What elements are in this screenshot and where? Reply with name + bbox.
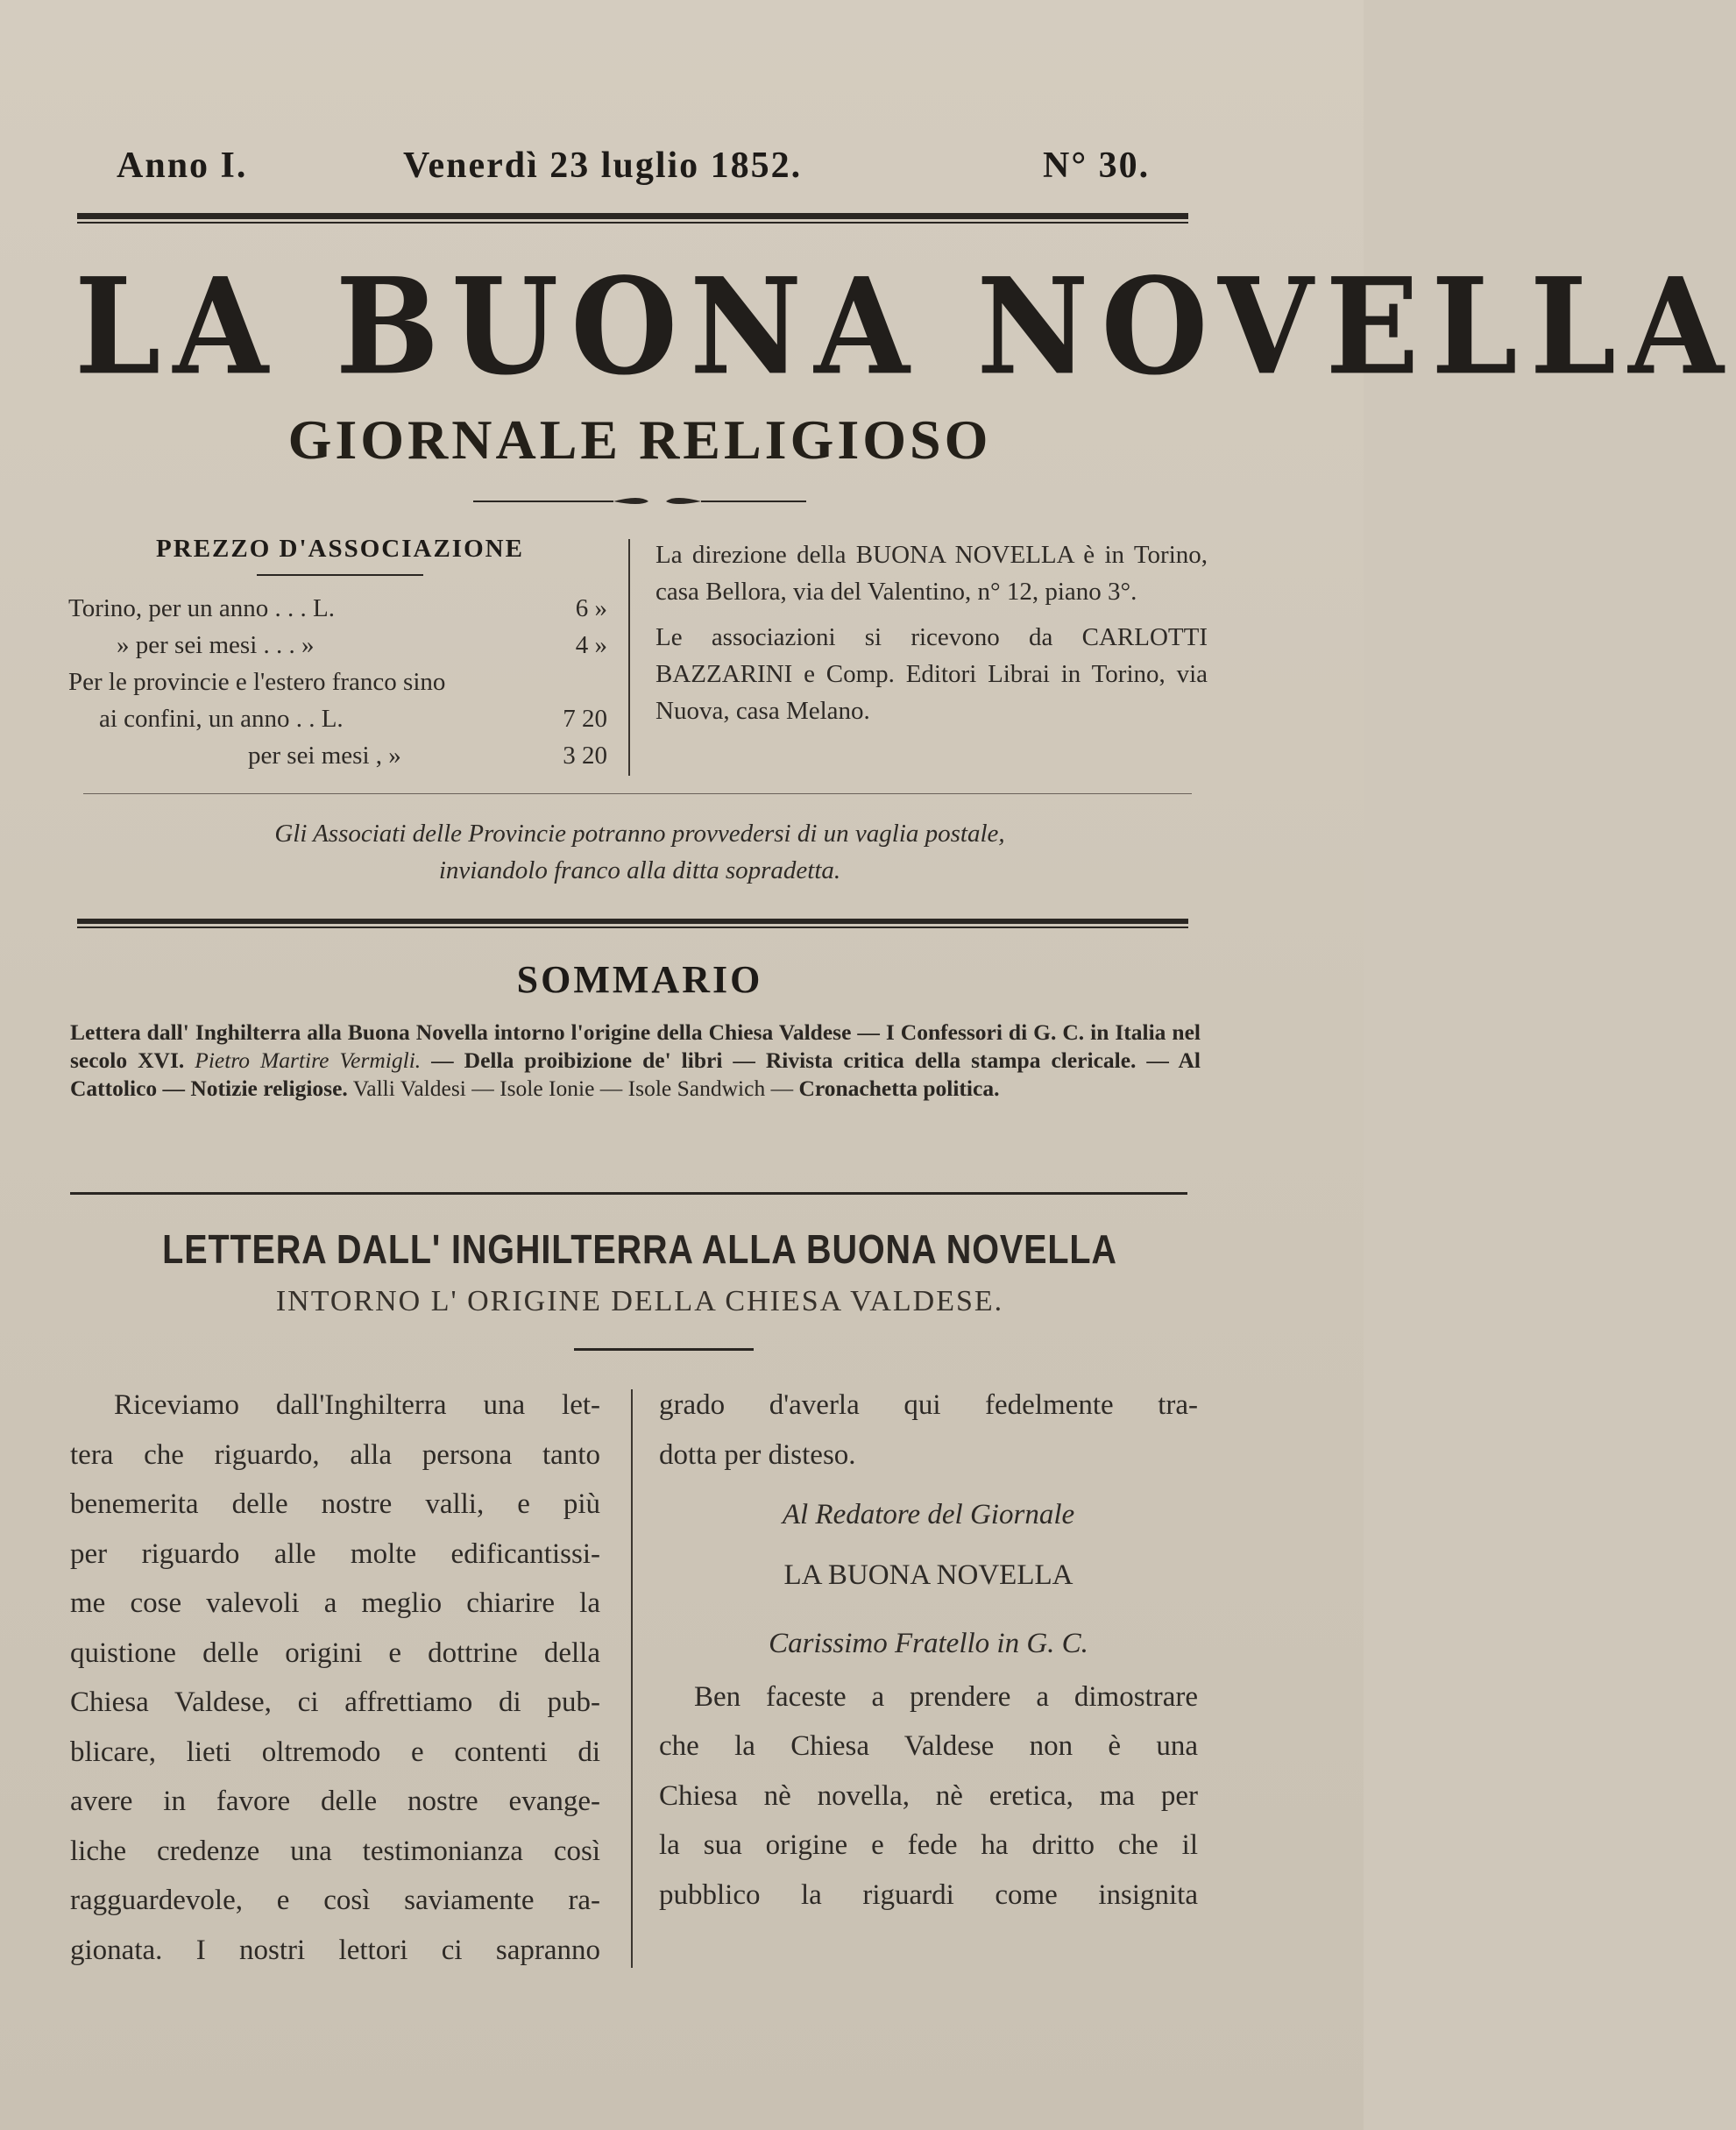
- sommario-item: Pietro Martire Vermigli.: [184, 1047, 422, 1073]
- price-label: » per sei mesi . . . »: [117, 631, 315, 659]
- top-rule: [77, 213, 1188, 219]
- price-row: [68, 668, 607, 697]
- article-line: benemerita delle nostre valli, e più: [70, 1488, 600, 1520]
- column-separator: [631, 1389, 633, 1968]
- sommario-item: Cronachetta politica.: [798, 1076, 1000, 1101]
- price-label: Per le provincie e l'estero franco sino: [68, 668, 446, 696]
- price-row: [117, 631, 607, 660]
- price-row: [68, 594, 607, 623]
- article-line: che la Chiesa Valdese non è una: [659, 1730, 1198, 1762]
- notice-line: Gli Associati delle Provincie potranno provvedersi di un vaglia postale,: [274, 820, 1005, 848]
- direction-publishers: Le associazioni si ricevono da CARLOTTI BAZZARINI e Comp. Editori Librai in Torino, via Nuova, casa Melano.: [655, 623, 1208, 725]
- article-line: la sua origine e fede ha dritto che il: [659, 1829, 1198, 1861]
- article-line: blicare, lieti oltremodo e contenti di: [70, 1736, 600, 1768]
- sommario-item: Valli Valdesi — Isole Ionie — Isole Sandwich —: [347, 1076, 799, 1101]
- sommario-item: — I Confessori di G. C. in Italia nel secolo XVI.: [70, 1019, 1201, 1073]
- article-column-left: [70, 1381, 600, 1975]
- issue-year: Anno I.: [117, 146, 248, 186]
- article-title-rule: [574, 1348, 754, 1351]
- article-line: pubblico la riguardi come insignita: [659, 1878, 1198, 1911]
- ornament-divider: [464, 494, 815, 508]
- price-value: 4 »: [575, 631, 607, 659]
- price-label: Torino, per un anno . . . L.: [68, 594, 336, 622]
- article-line: quistione delle origini e dottrine della: [70, 1637, 600, 1669]
- section-rule-thin: [77, 927, 1188, 928]
- article-line: Riceviamo dall'Inghilterra una let-: [114, 1389, 600, 1421]
- newspaper-subtitle: GIORNALE RELIGIOSO: [287, 408, 992, 471]
- subscription-heading: PREZZO D'ASSOCIAZIONE: [156, 535, 524, 563]
- notice-line: inviandolo franco alla ditta sopradetta.: [438, 856, 841, 884]
- article-line: ragguardevole, e così saviamente ra-: [70, 1885, 600, 1916]
- article-line: Chiesa nè novella, nè eretica, ma per: [659, 1779, 1198, 1812]
- sommario-item: Lettera dall' Inghilterra alla Buona Novella intorno l'origine della Chiesa Valdese: [70, 1019, 852, 1045]
- price-row: [248, 742, 607, 770]
- sommario-contents: [70, 1019, 1201, 1103]
- price-label: per sei mesi , »: [248, 742, 401, 770]
- issue-date: Venerdì 23 luglio 1852.: [403, 146, 803, 186]
- sommario-heading: SOMMARIO: [516, 958, 763, 1001]
- sommario-bottom-rule: [70, 1192, 1187, 1195]
- article-line: tera che riguardo, alla persona tanto: [70, 1438, 600, 1471]
- subscription-box: [68, 535, 612, 770]
- newspaper-title: LA BUONA NOVELLA: [74, 250, 1736, 406]
- box-separator: [628, 539, 630, 776]
- issue-number: N° 30.: [1043, 146, 1151, 186]
- letter-addressee: Al Redatore del Giornale: [782, 1499, 1075, 1530]
- letter-salutation: Carissimo Fratello in G. C.: [769, 1628, 1088, 1659]
- direction-address: La direzione della BUONA NOVELLA è in Torino, casa Bellora, via del Valentino, n° 12, piano 3°.: [655, 541, 1208, 606]
- article-column-right: [659, 1381, 1198, 1920]
- price-value: 3 20: [563, 742, 607, 770]
- article-line: per riguardo alle molte edificantissi-: [70, 1537, 600, 1570]
- letter-paper-name: LA BUONA NOVELLA: [783, 1558, 1073, 1591]
- price-row: [99, 705, 607, 734]
- article-line: gionata. I nostri lettori ci sapranno: [70, 1934, 600, 1966]
- article-line: grado d'averla qui fedelmente tra-: [659, 1389, 1198, 1421]
- article-line: me cose valevoli a meglio chiarire la: [70, 1587, 600, 1619]
- article-line: liche credenze una testimonianza così: [70, 1835, 600, 1867]
- article-line: dotta per disteso.: [659, 1438, 856, 1471]
- price-value: 7 20: [563, 705, 607, 733]
- sommario-item: — Della proibizione de' libri — Rivista critica della stampa clericale. — Al Cattolico — Notizie religiose.: [70, 1047, 1201, 1101]
- price-label: ai confini, un anno . . L.: [99, 705, 344, 733]
- article-title: LETTERA DALL' INGHILTERRA ALLA BUONA NOVELLA: [162, 1226, 1117, 1272]
- article-line: avere in favore delle nostre evange-: [70, 1786, 600, 1817]
- article-line: Ben faceste a prendere a dimostrare: [694, 1680, 1198, 1713]
- article-subtitle: INTORNO L' ORIGINE DELLA CHIESA VALDESE.: [275, 1285, 1004, 1317]
- direction-info: [655, 536, 1208, 738]
- top-rule-thin: [77, 222, 1188, 224]
- box-bottom-rule: [83, 793, 1192, 794]
- price-value: 6 »: [575, 594, 607, 622]
- article-line: Chiesa Valdese, ci affrettiamo di pub-: [70, 1686, 600, 1718]
- section-rule: [77, 919, 1188, 924]
- subscription-heading-rule: [257, 574, 423, 576]
- postal-notice: [123, 815, 1157, 889]
